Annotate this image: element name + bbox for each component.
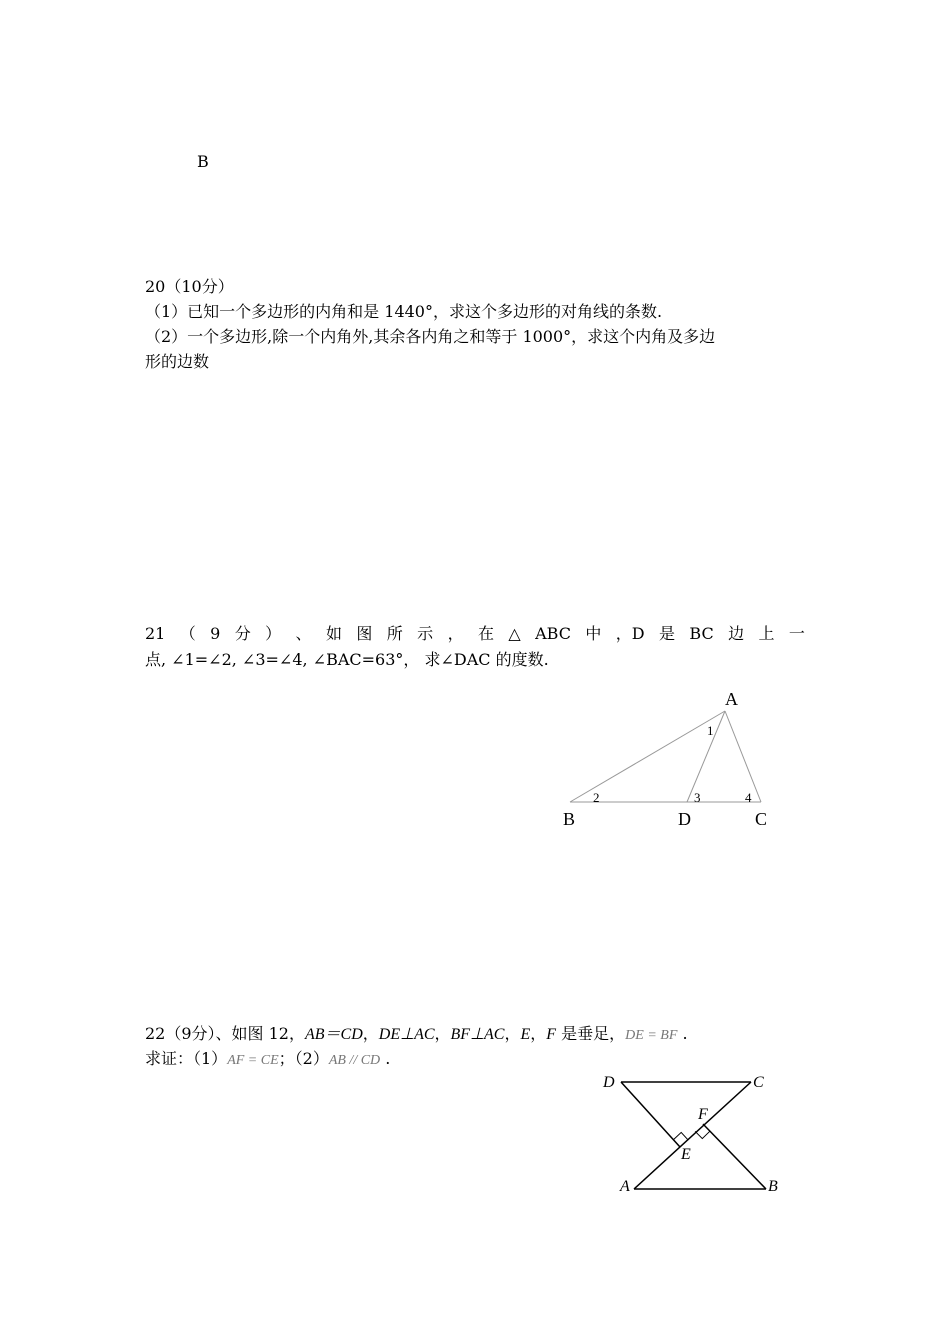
q21-token: ABC: [535, 624, 571, 643]
q21-token: 图: [356, 624, 373, 643]
q21-vertex-c: C: [755, 809, 768, 829]
q20-header: 20（10分）: [145, 277, 234, 296]
q21-token: BC: [689, 624, 714, 643]
q22-point-e: E: [520, 1026, 531, 1043]
q21-vertex-a: A: [725, 689, 738, 709]
q21-token: ，D: [615, 624, 645, 643]
q22-vertex-f: F: [698, 1106, 708, 1123]
q20-part1: （1）已知一个多边形的内角和是 1440°，求这个多边形的对角线的条数.: [145, 302, 663, 321]
q22-comma: ，: [504, 1024, 521, 1043]
q22-vertex-a: A: [620, 1178, 630, 1195]
q22-ab-eq-cd: AB＝CD: [305, 1026, 363, 1043]
q21-vertex-b: B: [563, 809, 576, 829]
q22-segment-de: [621, 1082, 680, 1147]
q21-token: 上: [758, 624, 775, 643]
q22-ab-par-cd: AB // CD: [328, 1053, 381, 1068]
q22-segment-bf: [703, 1124, 766, 1189]
q22-de-perp-ac: DE⊥AC: [378, 1026, 435, 1043]
q22-bf-perp-ac: BF⊥AC: [450, 1026, 505, 1043]
q21-token: 分: [234, 624, 251, 643]
q21-token: 21: [145, 624, 166, 643]
q22-right-angle-f: [695, 1131, 710, 1138]
q22-prefix: 22（9分）、如图 12，: [145, 1024, 305, 1043]
q22-comma: ，: [530, 1024, 547, 1043]
q22-period: .: [380, 1049, 391, 1068]
q20-part2-line1: （2）一个多边形,除一个内角外,其余各内角之和等于 1000°，求这个内角及多边: [145, 327, 716, 346]
q21-token: （: [179, 624, 196, 643]
q22-vertex-b: B: [768, 1178, 778, 1195]
q22-comma: ，: [434, 1024, 451, 1043]
q22-separator: ；（2）: [278, 1049, 329, 1068]
q21-angle-4: 4: [745, 790, 752, 805]
q22-af-eq-ce: AF = CE: [227, 1053, 279, 1068]
q22-comma: ，: [362, 1024, 379, 1043]
q21-token: ，: [447, 624, 464, 643]
q21-token: 所: [386, 624, 403, 643]
q20-part2-line2: 形的边数: [145, 352, 210, 371]
q22-de-eq-bf: DE = BF: [625, 1028, 678, 1043]
q22-point-f: F: [546, 1026, 557, 1043]
q21-token: △: [508, 624, 521, 643]
q22-right-angle-e: [674, 1132, 689, 1140]
q21-token: 一: [788, 624, 805, 643]
q22-foot-text: 是垂足，: [556, 1024, 626, 1043]
stray-label-b: B: [197, 152, 209, 171]
q21-token: 如: [325, 624, 342, 643]
q21-token: 是: [658, 624, 675, 643]
q21-angle-2: 2: [593, 790, 600, 805]
q21-token: 边: [728, 624, 745, 643]
q22-vertex-d: D: [603, 1074, 615, 1091]
q21-angle-3: 3: [694, 790, 701, 805]
q21-angle-1: 1: [707, 723, 714, 738]
q22-vertex-c: C: [753, 1074, 764, 1091]
q21-token: 示: [417, 624, 434, 643]
q21-token: 在: [477, 624, 494, 643]
q21-vertex-d: D: [678, 809, 691, 829]
q21-token: 中: [585, 624, 602, 643]
q22-vertex-e: E: [681, 1146, 691, 1163]
q21-token: 、: [295, 624, 312, 643]
q21-token: 9: [210, 624, 221, 643]
q21-line2: 点, ∠1=∠2, ∠3=∠4, ∠BAC=63°， 求∠DAC 的度数.: [145, 650, 549, 669]
q22-prove-prefix: 求证：（1）: [145, 1049, 228, 1068]
q21-token: ）: [265, 624, 282, 643]
q22-segment-ac: [634, 1082, 751, 1189]
q22-period: .: [677, 1024, 688, 1043]
